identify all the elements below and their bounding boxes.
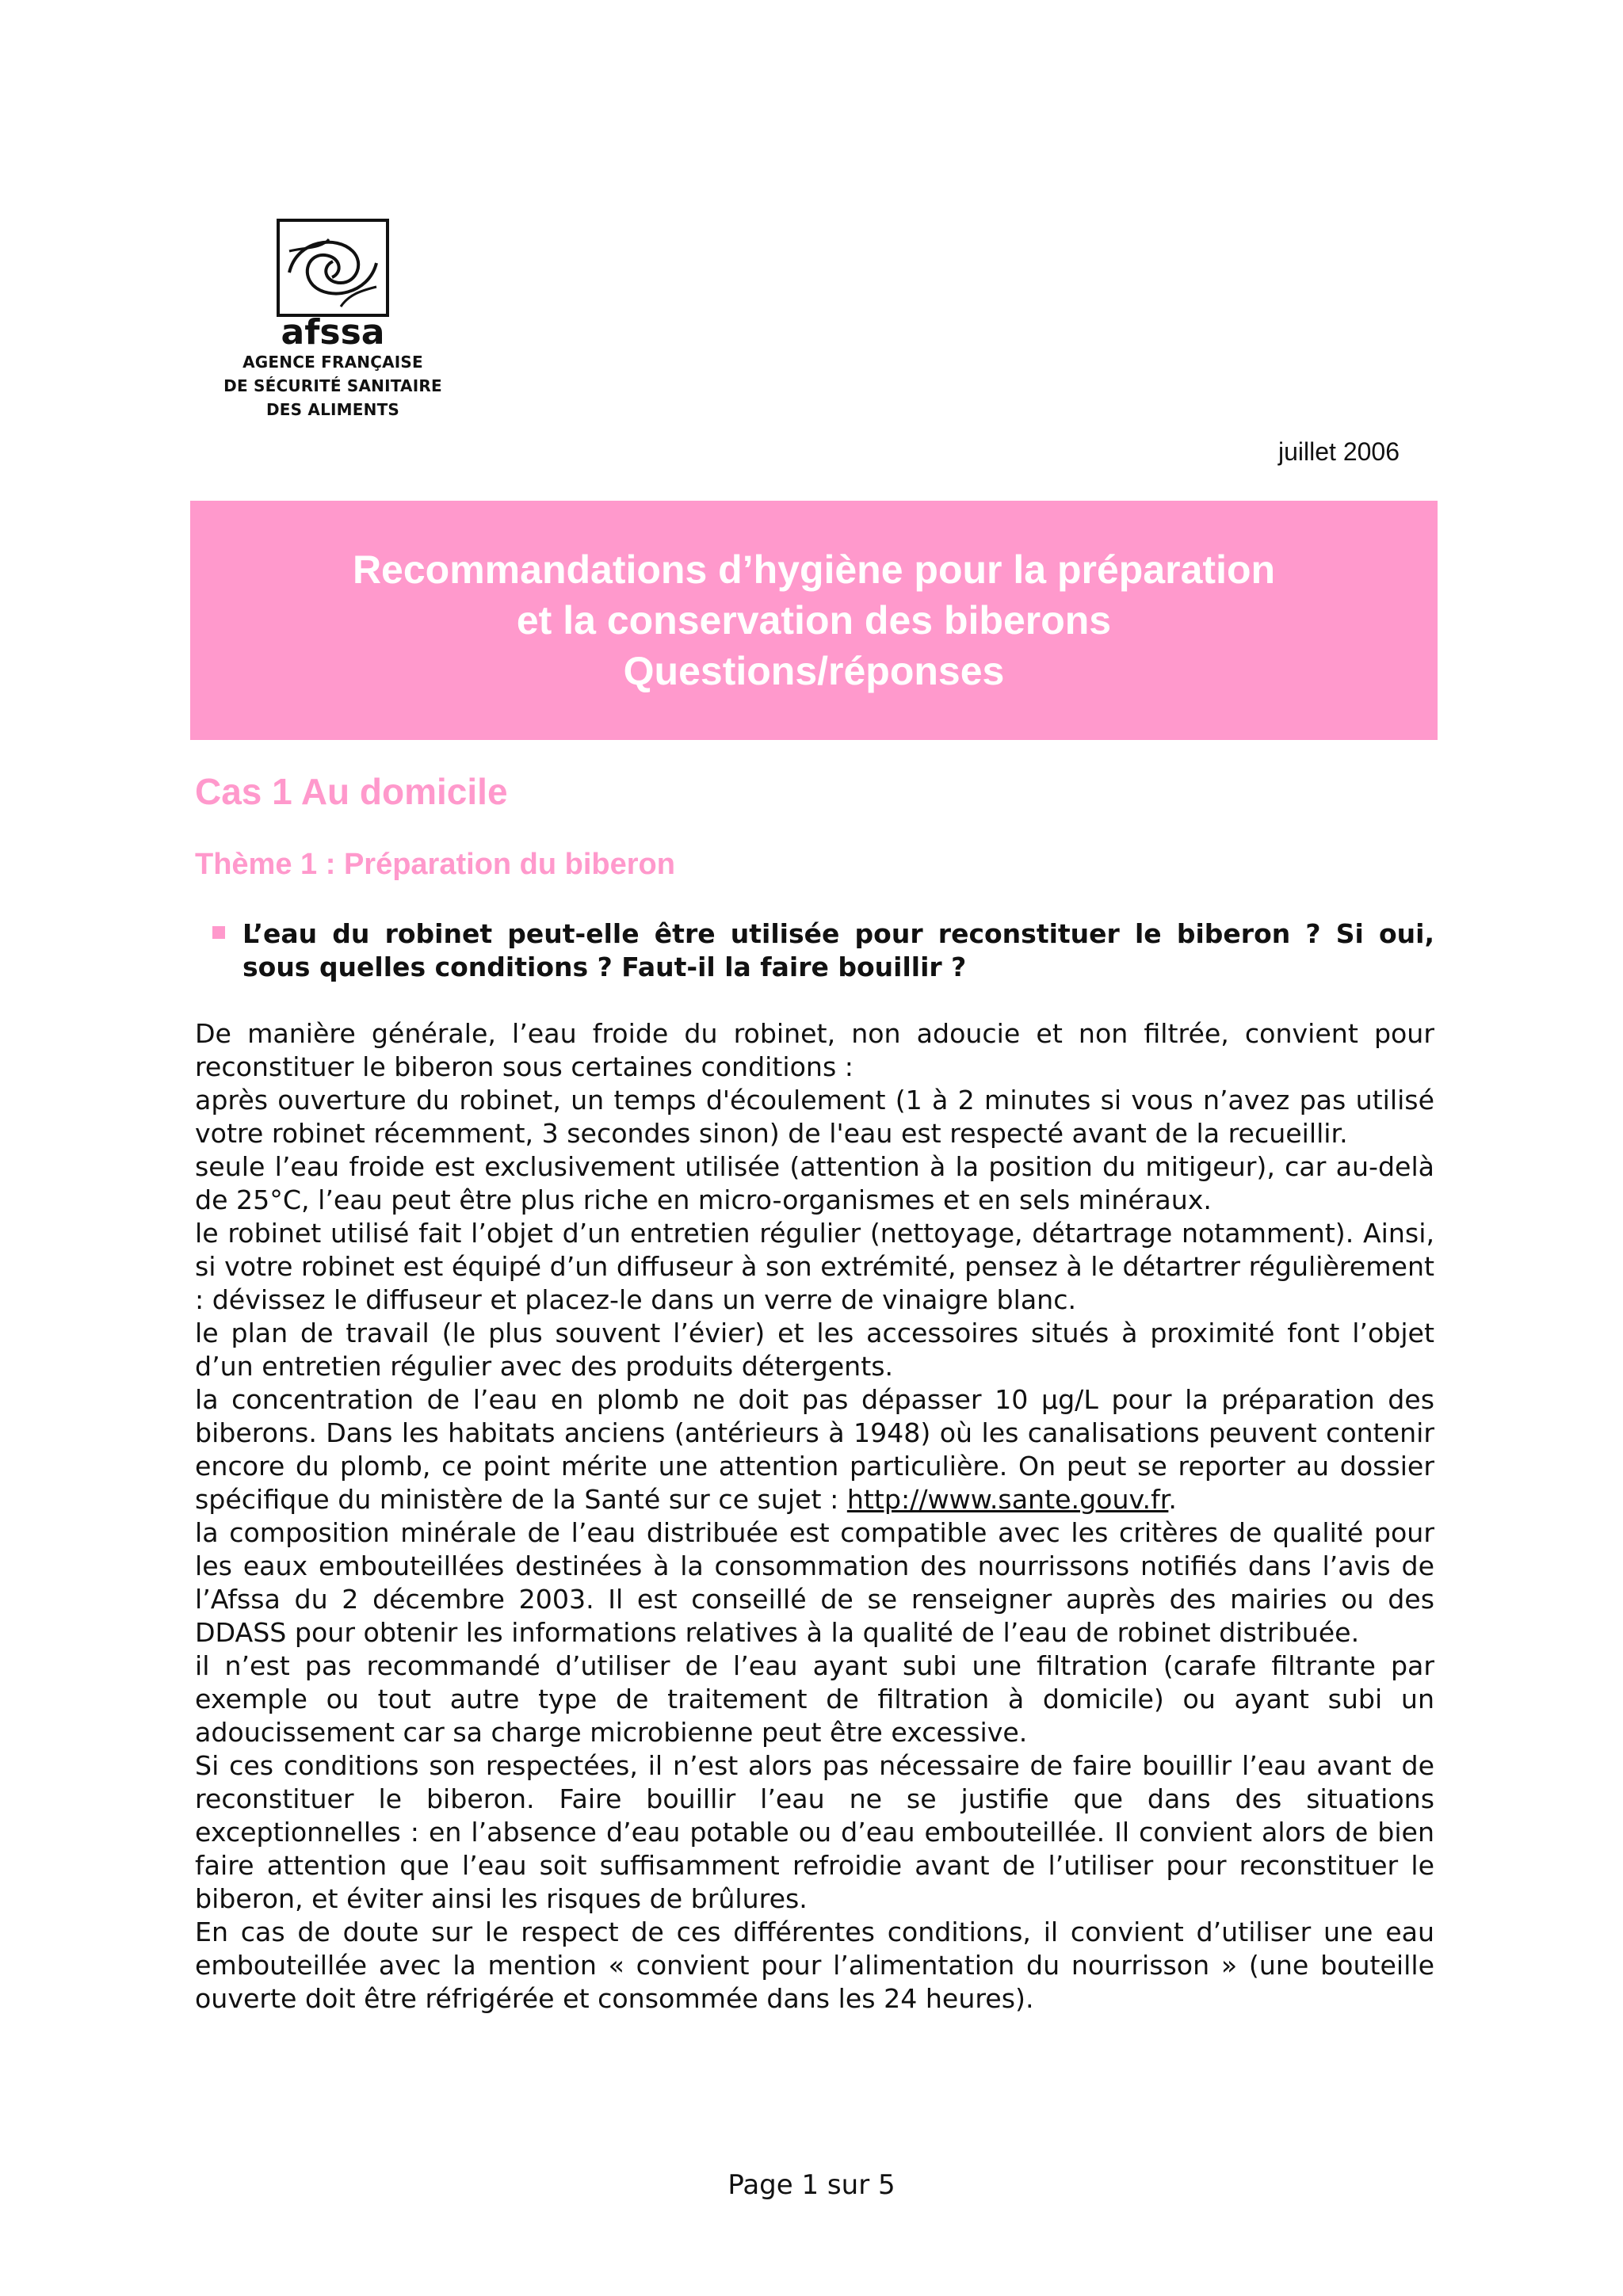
title-banner — [190, 501, 1438, 740]
paragraph-worktop: le plan de travail (le plus souvent l’évier) et les accessoires situés à proximité font l’objet d’un entretien régulier avec des produits détergents. — [195, 1318, 1434, 1382]
paragraph-mineral: la composition minérale de l’eau distribuée est compatible avec les critères de qualité pour les eaux embouteillées destinées à la consommation des nourrissons notifiés dans l’avis de l’Afssa du 2 décembre 2003. Il est conseillé de se renseigner auprès des mairies ou des DDASS pour obtenir les informations relatives à la qualité de l’eau de robinet distribuée. — [195, 1517, 1434, 1648]
sante-gouv-link[interactable]: http://www.sante.gouv.fr — [846, 1484, 1169, 1515]
banner-title-line-2: et la conservation des biberons — [516, 598, 1112, 643]
paragraph-intro: De manière générale, l’eau froide du robinet, non adoucie et non filtrée, convient pour reconstituer le biberon sous certaines conditions : — [195, 1018, 1434, 1082]
banner-title-line-3: Questions/réponses — [623, 649, 1005, 693]
document-date: juillet 2006 — [1278, 437, 1400, 466]
question-text: L’eau du robinet peut-elle être utilisée pour reconstituer le biberon ? Si oui, sous quelles conditions ? Faut-il la faire bouillir ? — [242, 918, 1434, 982]
page-number: Page 1 sur 5 — [727, 2169, 896, 2201]
paragraph-flow-time: après ouverture du robinet, un temps d'écoulement (1 à 2 minutes si vous n’avez pas utilisé votre robinet récemment, 3 secondes sinon) de l'eau est respecté avant de la recueillir. — [195, 1085, 1434, 1149]
paragraph-tap-maintenance: le robinet utilisé fait l’objet d’un entretien régulier (nettoyage, détartrage notamment). Ainsi, si votre robinet est équipé d’un diffuseur à son extrémité, pensez à le détartrer régulièrement : dévissez le diffuseur et placez-le dans un verre de vinaigre blanc. — [195, 1218, 1434, 1315]
logo-line-2: DE SÉCURITÉ SANITAIRE — [223, 376, 442, 395]
paragraph-lead — [195, 1383, 1434, 1516]
paragraph-lead-text: la concentration de l’eau en plomb ne doit pas dépasser 10 µg/L pour la préparation des biberons. Dans les habitats anciens (antérieurs à 1948) où les canalisations peuvent contenir encore du plomb, ce point mérite une attention particulière. On peut se reporter au dossier spécifique du ministère de la Santé sur ce sujet : — [195, 1384, 1434, 1515]
answer-body — [195, 1017, 1434, 2016]
paragraph-cold-water: seule l’eau froide est exclusivement utilisée (attention à la position du mitigeur), car au-delà de 25°C, l’eau peut être plus riche en micro-organismes et en sels minéraux. — [195, 1151, 1434, 1215]
link-suffix: . — [1168, 1484, 1177, 1515]
logo-line-1: AGENCE FRANÇAISE — [242, 353, 423, 372]
logo-line-3: DES ALIMENTS — [265, 400, 400, 419]
paragraph-filtration: il n’est pas recommandé d’utiliser de l’eau ayant subi une filtration (carafe filtrante par exemple ou tout autre type de traitement de filtration à domicile) ou ayant subi un adoucissement car sa charge microbienne peut être excessive. — [195, 1650, 1434, 1748]
square-bullet-icon — [212, 926, 225, 939]
theme-heading: Thème 1 : Préparation du biberon — [195, 848, 675, 881]
banner-title-line-1: Recommandations d’hygiène pour la préparation — [352, 547, 1276, 592]
logo-wordmark: afssa — [281, 312, 385, 350]
paragraph-bottled: En cas de doute sur le respect de ces différentes conditions, il convient d’utiliser une eau embouteillée avec la mention « convient pour l’alimentation du nourrisson » (une bouteille ouverte doit être réfrigérée et consommée dans les 24 heures). — [195, 1917, 1434, 2014]
question-item — [242, 917, 1434, 984]
afssa-emblem-icon — [273, 215, 392, 350]
section-heading: Cas 1 Au domicile — [195, 771, 508, 812]
paragraph-boiling: Si ces conditions son respectées, il n’est alors pas nécessaire de faire bouillir l’eau avant de reconstituer le biberon. Faire bouillir l’eau ne se justifie que dans des situations exceptionnelles : en l’absence d’eau potable ou d’eau embouteillée. Il convient alors de bien faire attention que l’eau soit suffisamment refroidie avant de l’utiliser pour reconstituer le biberon, et éviter ainsi les risques de brûlures. — [195, 1750, 1434, 1914]
afssa-logo — [222, 215, 444, 421]
